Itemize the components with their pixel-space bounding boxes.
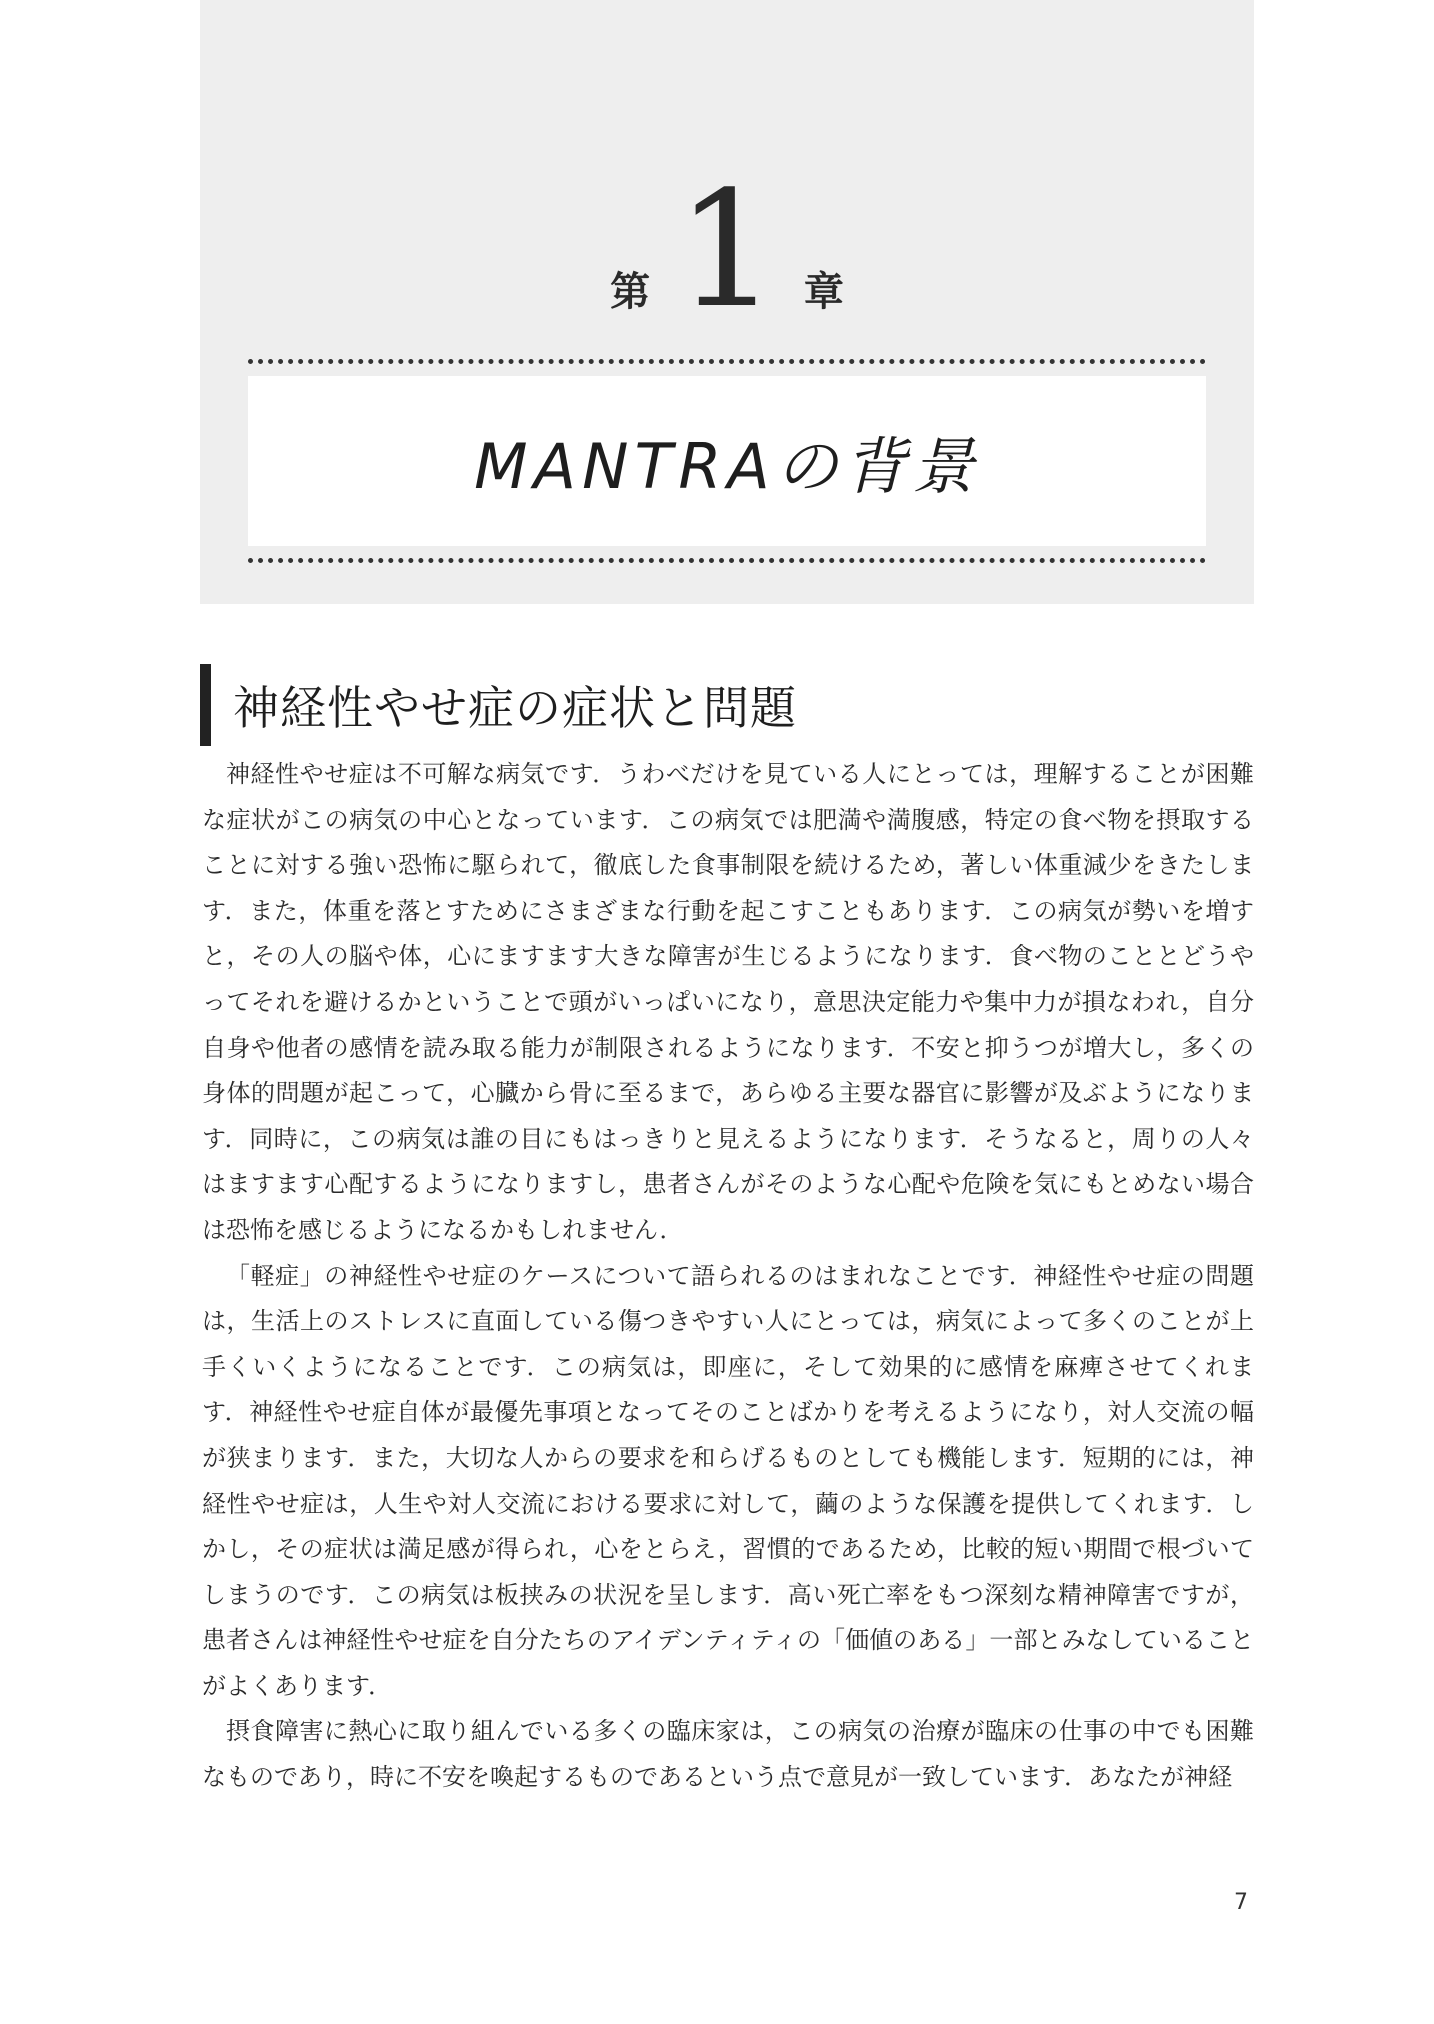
paragraph: 「軽症」の神経性やせ症のケースについて語られるのはまれなことです．神経性やせ症の問題は，生活上のストレスに直面している傷つきやすい人にとっては，病気によって多くのことが上手くいくようになることです．この病気は，即座に，そして効果的に感情を麻痺させてくれます．神経性やせ症自体が最優先事項となってそのことばかりを考えるようになり，対人交流の幅が狭まります．また，大切な人からの要求を和らげるものとしても機能します．短期的には，神経性やせ症は，人生や対人交流における要求に対して，繭のような保護を提供してくれます．しかし，その症状は満足感が得られ，心をとらえ，習慣的であるため，比較的短い期間で根づいてしまうのです．この病気は板挟みの状況を呈します．高い死亡率をもつ深刻な精神障害ですが，患者さんは神経性やせ症を自分たちのアイデンティティの「価値のある」一部とみなしていることがよくあります． — [202, 1261, 1254, 1700]
section-title: 神経性やせ症の症状と問題 — [233, 681, 797, 735]
paragraph: 摂食障害に熱心に取り組んでいる多くの臨床家は，この病気の治療が臨床の仕事の中でも困難なものであり，時に不安を喚起するものであるという点で意見が一致しています．あなたが神経 — [202, 1717, 1254, 1792]
paragraph: 神経性やせ症は不可解な病気です．うわべだけを見ている人にとっては，理解することが困難な症状がこの病気の中心となっています．この病気では肥満や満腹感，特定の食べ物を摂取することに対する強い恐怖に駆られて，徹底した食事制限を続けるため，著しい体重減少をきたします．また，体重を落とすためにさまざまな行動を起こすこともあります．この病気が勢いを増すと，その人の脳や体，心にますます大きな障害が生じるようになります．食べ物のこととどうやってそれを避けるかということで頭がいっぱいになり，意思決定能力や集中力が損なわれ，自分自身や他者の感情を読み取る能力が制限されるようになります．不安と抑うつが増大し，多くの身体的問題が起こって，心臓から骨に至るまで，あらゆる主要な器官に影響が及ぶようになります．同時に，この病気は誰の目にもはっきりと見えるようになります．そうなると，周りの人々はますます心配するようになりますし，患者さんがそのような心配や危険を気にもとめない場合は恐怖を感じるようになるかもしれません． — [202, 760, 1254, 1244]
dotted-divider-top — [248, 359, 1206, 364]
chapter-prefix: 第 — [610, 269, 651, 315]
chapter-title-box — [248, 376, 1206, 546]
body-text — [202, 752, 1254, 1801]
chapter-header-panel — [200, 0, 1254, 604]
chapter-number: 1 — [676, 156, 778, 343]
dotted-divider-bottom — [248, 558, 1206, 563]
chapter-number-line — [200, 156, 1254, 343]
chapter-title: MANTRAの背景 — [474, 429, 980, 503]
section-heading — [200, 665, 797, 745]
chapter-suffix: 章 — [803, 269, 844, 315]
section-bar-marker — [200, 664, 211, 746]
page-number: 7 — [1234, 1890, 1248, 1915]
